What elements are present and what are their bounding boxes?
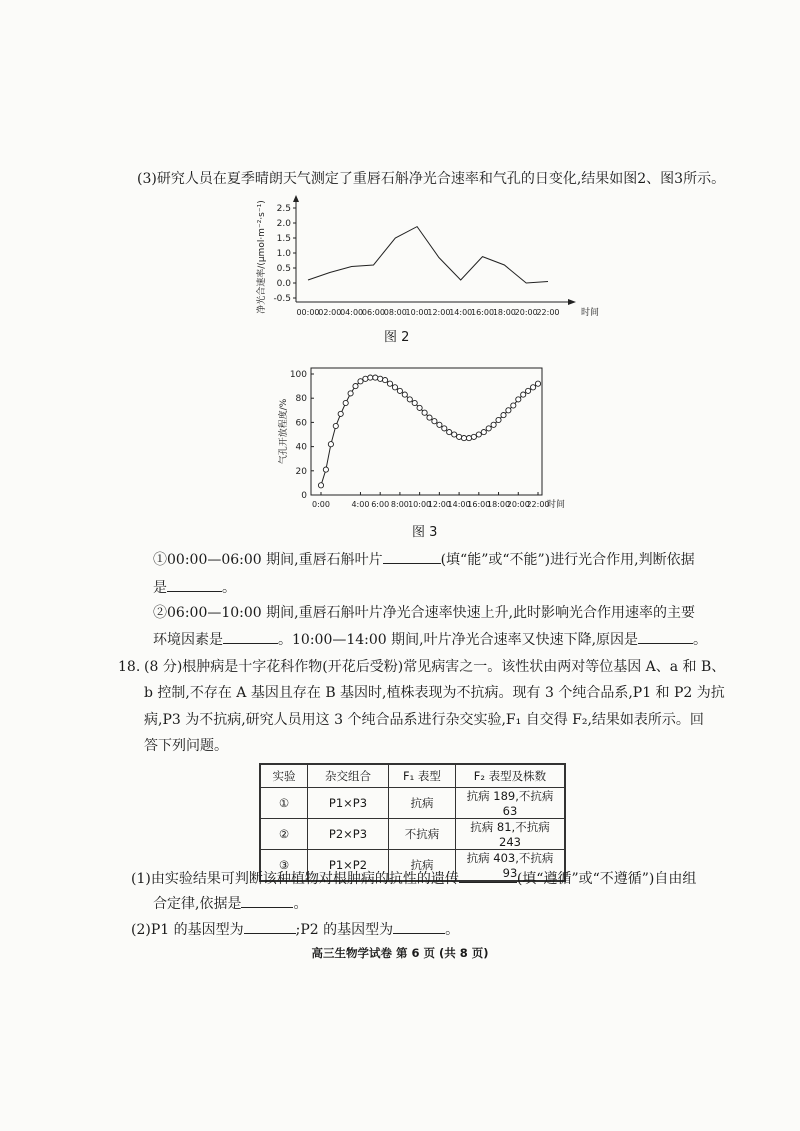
y-tick-label: 0	[301, 491, 307, 501]
x-tick-label: 18:00	[487, 500, 511, 509]
x-tick-label: 18:00	[492, 308, 516, 317]
data-point	[397, 388, 402, 393]
x-tick-label: 14:00	[449, 308, 473, 317]
figure3-caption: 图 3	[412, 525, 438, 540]
y-tick-label: 1.0	[276, 249, 291, 259]
data-point	[501, 413, 506, 418]
data-point	[452, 432, 457, 437]
x-tick-label: 00:00	[296, 308, 320, 317]
x-tick-label: 04:00	[340, 308, 364, 317]
x-tick-label: 22:00	[536, 308, 560, 317]
q18-line4: 答下列问题。	[144, 738, 228, 754]
x-tick-label: 16:00	[471, 308, 495, 317]
data-point	[318, 483, 323, 488]
data-point	[333, 423, 338, 428]
table-cell: P1×P3	[308, 788, 389, 819]
data-point	[348, 391, 353, 396]
table-header: 实验	[260, 764, 308, 788]
x-tick-label: 02:00	[318, 308, 342, 317]
data-point	[338, 411, 343, 416]
y-tick-label: -0.5	[273, 294, 291, 304]
cross-results-table	[259, 763, 566, 882]
table-cell: 抗病 403,不抗病 93	[456, 850, 566, 882]
plot-frame	[311, 368, 542, 495]
data-point	[491, 422, 496, 427]
x-tick-label: 20:00	[506, 500, 530, 509]
figure2-caption: 图 2	[384, 330, 410, 345]
q3-part1-text-a: ①00:00—06:00 期间,重唇石斛叶片	[153, 552, 383, 568]
x-axis-label: 时间	[546, 500, 566, 510]
answer-blank[interactable]	[241, 893, 293, 908]
section3-intro: (3)研究人员在夏季晴朗天气测定了重唇石斛净光合速率和气孔的日变化,结果如图2、图3所示。	[137, 171, 726, 187]
q18-part1-line1	[131, 868, 696, 889]
table-cell: 抗病	[389, 850, 456, 882]
table-cell: 抗病 189,不抗病 63	[456, 788, 566, 819]
q3-part1-text-c: 是	[153, 580, 167, 596]
y-axis-arrow	[293, 195, 299, 202]
data-point	[461, 436, 466, 441]
x-tick-label: 0:00	[312, 500, 330, 509]
q18-part1-line2	[153, 893, 307, 914]
x-tick-label: 22:00	[526, 500, 550, 509]
answer-blank[interactable]	[383, 549, 441, 564]
x-tick-label: 6:00	[371, 500, 390, 509]
table-cell: 抗病	[389, 788, 456, 819]
answer-blank[interactable]	[167, 577, 222, 592]
data-point	[511, 403, 516, 408]
data-point	[373, 375, 378, 380]
data-point	[323, 467, 328, 472]
q18-part1-text-a: (1)由实验结果可判断该种植物对根肿病的抗性的遗传	[131, 871, 459, 887]
figure2-plot	[255, 195, 599, 318]
table-cell: P1×P2	[308, 850, 389, 882]
q18-line1: (8 分)根肿病是十字花科作物(开花后受粉)常见病害之一。该性状由两对等位基因 A、a 和 B、	[144, 659, 726, 675]
y-tick-label: 20	[295, 466, 307, 477]
data-point	[516, 397, 521, 402]
y-axis-label: 气孔开放程度/%	[279, 398, 289, 465]
data-point	[407, 397, 412, 402]
q18-part2-text-b: ;P2 的基因型为	[295, 922, 394, 938]
q3-part1-line1	[153, 549, 695, 570]
answer-blank[interactable]	[244, 919, 296, 934]
y-tick-label: 0.5	[276, 264, 291, 274]
x-tick-label: 10:00	[405, 308, 429, 317]
answer-blank[interactable]	[223, 629, 278, 644]
y-axis-label: 净光合速率/(μmol·m⁻²·s⁻¹)	[257, 200, 267, 314]
x-tick-label: 8:00	[390, 500, 409, 509]
table-cell: P2×P3	[308, 819, 389, 850]
data-point	[476, 432, 481, 437]
data-point	[447, 430, 452, 435]
y-tick-label: 2.5	[276, 204, 291, 214]
q3-part2-text-b: 环境因素是	[153, 632, 223, 648]
data-point	[402, 392, 407, 397]
data-point	[422, 410, 427, 415]
figure3-plot	[277, 368, 565, 510]
q18-line2: b 控制,不存在 A 基因且存在 B 基因时,植株表现为不抗病。现有 3 个纯合品系,P1 和 P2 为抗	[144, 685, 725, 701]
data-point	[521, 392, 526, 397]
data-point	[358, 379, 363, 384]
table-cell: ①	[260, 788, 308, 819]
data-point	[378, 376, 383, 381]
x-tick-label: 06:00	[361, 308, 385, 317]
x-tick-label: 08:00	[383, 308, 407, 317]
x-tick-label: 16:00	[467, 500, 491, 509]
table-header: F₁ 表型	[389, 764, 456, 788]
q18-part2-text-c: 。	[445, 922, 460, 938]
data-point	[437, 422, 442, 427]
figure2-chart	[250, 190, 600, 325]
answer-blank[interactable]	[638, 629, 693, 644]
q18-part1-text-c: 合定律,依据是	[153, 896, 242, 912]
answer-blank[interactable]	[459, 868, 517, 883]
q3-part2-line2	[153, 629, 707, 650]
data-point	[417, 405, 422, 410]
data-point	[481, 430, 486, 435]
table-cell: ②	[260, 819, 308, 850]
data-point	[363, 376, 368, 381]
data-point	[442, 426, 447, 431]
figure3-chart	[270, 362, 570, 517]
q18-part1-text-b: (填“遵循”或“不遵循”)自由组	[516, 871, 697, 887]
answer-blank[interactable]	[393, 919, 445, 934]
data-point	[432, 419, 437, 424]
data-point	[383, 378, 388, 383]
q3-part2-line1: ②06:00—10:00 期间,重唇石斛叶片净光合速率快速上升,此时影响光合作用速率的主要	[153, 605, 696, 621]
data-point	[427, 415, 432, 420]
q3-part2-text-c: 。10:00—14:00 期间,叶片净光合速率又快速下降,原因是	[278, 632, 639, 648]
x-tick-label: 4:00	[351, 500, 370, 509]
series-line	[308, 227, 548, 283]
data-point	[486, 426, 491, 431]
table-cell: 不抗病	[389, 819, 456, 850]
table-header: 杂交组合	[308, 764, 389, 788]
data-point	[343, 400, 348, 405]
x-tick-label: 12:00	[427, 500, 451, 509]
data-point	[387, 381, 392, 386]
y-tick-label: 1.5	[276, 234, 291, 244]
q3-part1-line2	[153, 577, 236, 598]
page-footer: 高三生物学试卷 第 6 页 (共 8 页)	[311, 946, 489, 960]
x-tick-label: 12:00	[427, 308, 451, 317]
data-point	[392, 385, 397, 390]
data-point	[353, 384, 358, 389]
data-point	[412, 400, 417, 405]
q18-part2-text-a: (2)P1 的基因型为	[131, 922, 244, 938]
data-point	[535, 381, 540, 386]
table-cell: 抗病 81,不抗病 243	[456, 819, 566, 850]
q18-number: 18.	[118, 659, 141, 675]
y-tick-label: 2.0	[276, 219, 291, 229]
q18-line3: 病,P3 为不抗病,研究人员用这 3 个纯合品系进行杂交实验,F₁ 自交得 F₂,结果如表所示。回	[144, 712, 704, 728]
data-point	[368, 375, 373, 380]
data-point	[496, 417, 501, 422]
data-point	[457, 434, 462, 439]
data-point	[328, 442, 333, 447]
x-tick-label: 20:00	[514, 308, 538, 317]
y-tick-label: 40	[295, 442, 307, 453]
q3-part2-text-d: 。	[693, 632, 708, 648]
q3-part1-text-d: 。	[222, 580, 236, 596]
table-header: F₂ 表型及株数	[456, 764, 566, 788]
x-tick-label: 10:00	[408, 500, 432, 509]
y-tick-label: 100	[289, 370, 307, 380]
data-point	[466, 436, 471, 441]
data-point	[506, 408, 511, 413]
data-point	[471, 434, 476, 439]
q3-part1-text-b: (填“能”或“不能”)进行光合作用,判断依据	[440, 552, 695, 568]
q18-part2-line	[131, 919, 459, 940]
x-tick-label: 14:00	[447, 500, 471, 509]
table-cell: ③	[260, 850, 308, 882]
x-axis-arrow	[568, 299, 576, 305]
y-tick-label: 0.0	[276, 279, 291, 289]
data-point	[526, 388, 531, 393]
y-tick-label: 60	[295, 418, 307, 429]
table-row	[260, 819, 565, 850]
data-point	[531, 385, 536, 390]
table-header-row	[260, 764, 565, 788]
q18-part1-text-d: 。	[293, 896, 308, 912]
x-axis-label: 时间	[580, 308, 600, 318]
y-tick-label: 80	[295, 394, 307, 405]
table-row	[260, 788, 565, 819]
